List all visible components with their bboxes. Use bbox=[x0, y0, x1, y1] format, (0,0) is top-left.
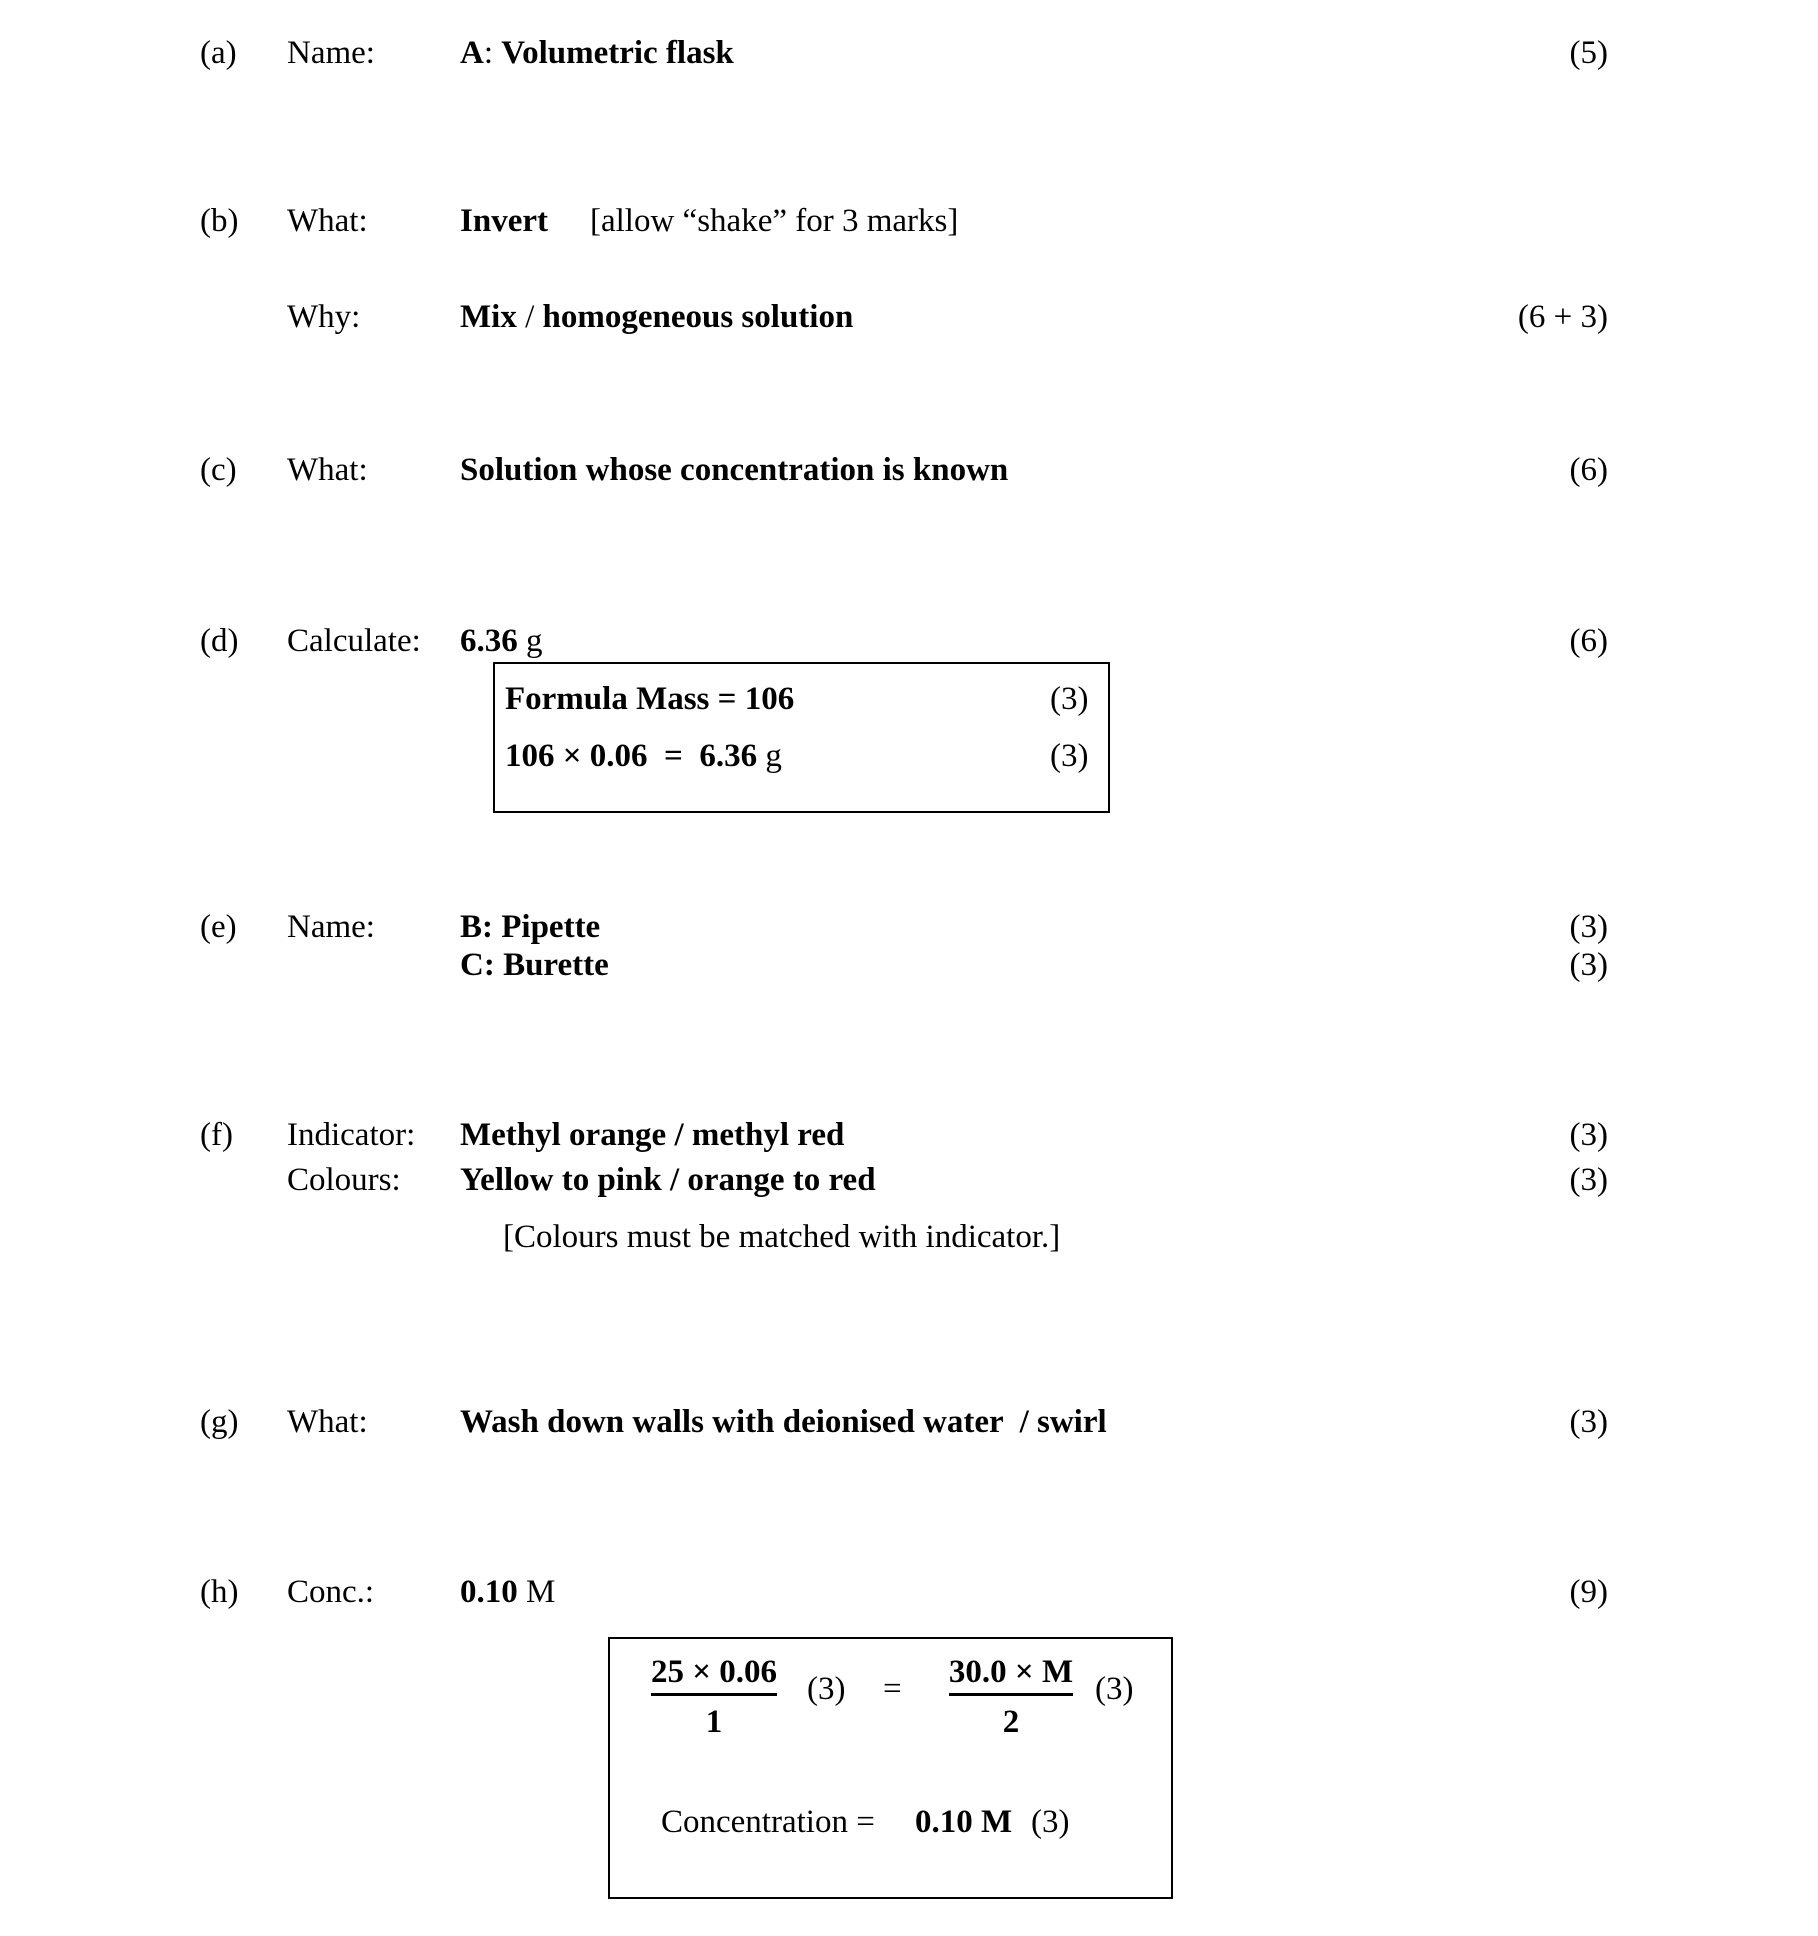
marking-note: [Colours must be matched with indicator.] bbox=[503, 1219, 1061, 1255]
prompt-label: What: bbox=[287, 1404, 368, 1440]
answer: Wash down walls with deionised water / swirl bbox=[460, 1404, 1107, 1440]
marks: (3) bbox=[1569, 1117, 1608, 1153]
marks: (9) bbox=[1569, 1574, 1608, 1610]
marks: (3) bbox=[1031, 1804, 1070, 1840]
answer: 0.10 M bbox=[460, 1574, 556, 1610]
prompt-label: Name: bbox=[287, 35, 375, 71]
marks: (3) bbox=[1569, 909, 1608, 945]
numerator: 25 × 0.06 bbox=[651, 1656, 777, 1696]
equals-sign: = bbox=[883, 1671, 902, 1707]
result-value: 0.10 M bbox=[915, 1804, 1013, 1840]
question-label: (g) bbox=[200, 1404, 239, 1440]
denominator: 2 bbox=[1002, 1704, 1020, 1740]
working-box bbox=[493, 662, 1110, 813]
prompt-label: Name: bbox=[287, 909, 375, 945]
question-label: (b) bbox=[200, 203, 239, 239]
answer: B: Pipette bbox=[460, 909, 601, 945]
question-label: (d) bbox=[200, 623, 239, 659]
answer: Solution whose concentration is known bbox=[460, 452, 1009, 488]
right-fraction bbox=[945, 1656, 1077, 1739]
marks: (6) bbox=[1569, 623, 1608, 659]
question-label: (c) bbox=[200, 452, 237, 488]
answer: 6.36 g bbox=[460, 623, 543, 659]
answer: Mix / homogeneous solution bbox=[460, 299, 854, 335]
prompt-label: Indicator: bbox=[287, 1117, 416, 1153]
marks: (6) bbox=[1569, 452, 1608, 488]
prompt-label: Colours: bbox=[287, 1162, 401, 1198]
marks: (3) bbox=[1569, 947, 1608, 983]
marks: (3) bbox=[1569, 1404, 1608, 1440]
question-label: (h) bbox=[200, 1574, 239, 1610]
denominator: 1 bbox=[705, 1704, 723, 1740]
question-label: (a) bbox=[200, 35, 237, 71]
question-label: (e) bbox=[200, 909, 237, 945]
prompt-label: Why: bbox=[287, 299, 361, 335]
answer: A: Volumetric flask bbox=[460, 35, 734, 71]
working-line: 106 × 0.06 = 6.36 g bbox=[505, 738, 782, 774]
marks: (3) bbox=[1095, 1671, 1134, 1707]
marking-note: [allow “shake” for 3 marks] bbox=[590, 203, 959, 239]
prompt-label: What: bbox=[287, 452, 368, 488]
marks: (3) bbox=[1050, 681, 1089, 717]
prompt-label: Calculate: bbox=[287, 623, 421, 659]
working-box bbox=[608, 1637, 1173, 1899]
question-label: (f) bbox=[200, 1117, 233, 1153]
answer: Invert bbox=[460, 203, 548, 239]
left-fraction bbox=[648, 1656, 780, 1739]
marks: (3) bbox=[1050, 738, 1089, 774]
prompt-label: What: bbox=[287, 203, 368, 239]
answer: C: Burette bbox=[460, 947, 609, 983]
prompt-label: Conc.: bbox=[287, 1574, 375, 1610]
result-label: Concentration = bbox=[661, 1804, 875, 1840]
numerator: 30.0 × M bbox=[949, 1656, 1073, 1696]
marks: (3) bbox=[1569, 1162, 1608, 1198]
answer: Yellow to pink / orange to red bbox=[460, 1162, 876, 1198]
marks: (3) bbox=[807, 1671, 846, 1707]
working-line: Formula Mass = 106 bbox=[505, 681, 795, 717]
marks: (5) bbox=[1569, 35, 1608, 71]
marks: (6 + 3) bbox=[1517, 299, 1608, 335]
answer: Methyl orange / methyl red bbox=[460, 1117, 845, 1153]
